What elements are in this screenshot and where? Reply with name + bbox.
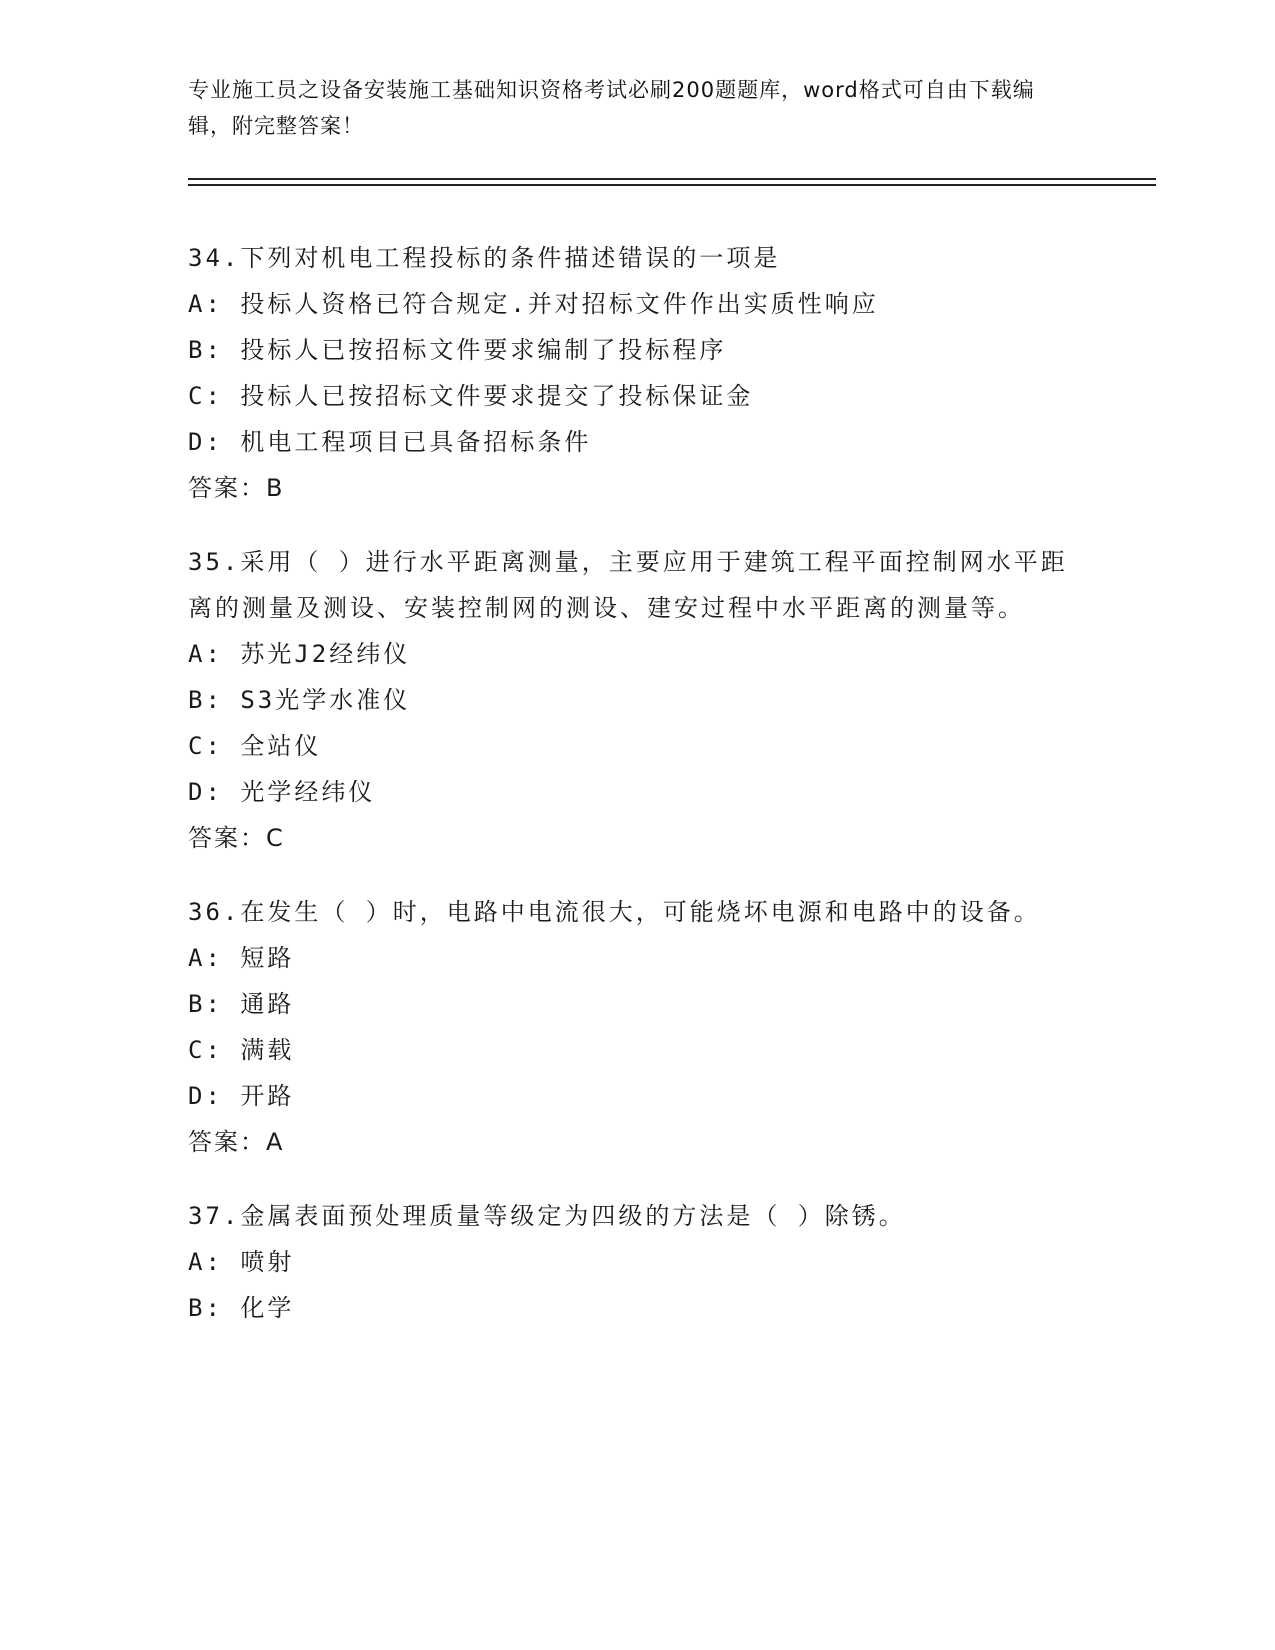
option-b: B: S3光学水准仪 bbox=[188, 686, 411, 714]
question-34 bbox=[188, 235, 1068, 511]
question-37 bbox=[188, 1193, 1068, 1331]
question-36 bbox=[188, 889, 1068, 1165]
option-b: B: 投标人已按招标文件要求编制了投标程序 bbox=[188, 336, 727, 364]
option-a: A: 喷射 bbox=[188, 1248, 295, 1276]
option-d: D: 机电工程项目已具备招标条件 bbox=[188, 428, 592, 456]
question-text: 35.采用（ ）进行水平距离测量，主要应用于建筑工程平面控制网水平距离的测量及测设、安装控制网的测设、建安过程中水平距离的测量等。 bbox=[188, 548, 1068, 622]
option-c: C: 满载 bbox=[188, 1036, 295, 1064]
option-a: A: 投标人资格已符合规定.并对招标文件作出实质性响应 bbox=[188, 290, 879, 318]
answer: 答案：C bbox=[188, 824, 285, 852]
option-b: B: 通路 bbox=[188, 990, 295, 1018]
option-d: D: 开路 bbox=[188, 1082, 295, 1110]
header-title: 专业施工员之设备安装施工基础知识资格考试必刷200题题库，word格式可自由下载编辑，附完整答案！ bbox=[188, 78, 1035, 138]
option-a: A: 短路 bbox=[188, 944, 295, 972]
question-text: 34.下列对机电工程投标的条件描述错误的一项是 bbox=[188, 244, 781, 272]
option-b: B: 化学 bbox=[188, 1294, 295, 1322]
header-divider-bottom bbox=[188, 184, 1156, 186]
question-text: 37.金属表面预处理质量等级定为四级的方法是（ ）除锈。 bbox=[188, 1202, 906, 1230]
header-divider-top bbox=[188, 178, 1156, 180]
option-c: C: 投标人已按招标文件要求提交了投标保证金 bbox=[188, 382, 754, 410]
document-header bbox=[188, 72, 1068, 144]
answer: 答案：A bbox=[188, 1128, 285, 1156]
option-d: D: 光学经纬仪 bbox=[188, 778, 376, 806]
option-c: C: 全站仪 bbox=[188, 732, 322, 760]
question-text: 36.在发生（ ）时，电路中电流很大，可能烧坏电源和电路中的设备。 bbox=[188, 898, 1041, 926]
option-a: A: 苏光J2经纬仪 bbox=[188, 640, 411, 668]
question-35 bbox=[188, 539, 1068, 861]
question-list bbox=[188, 235, 1068, 1359]
answer: 答案：B bbox=[188, 474, 285, 502]
